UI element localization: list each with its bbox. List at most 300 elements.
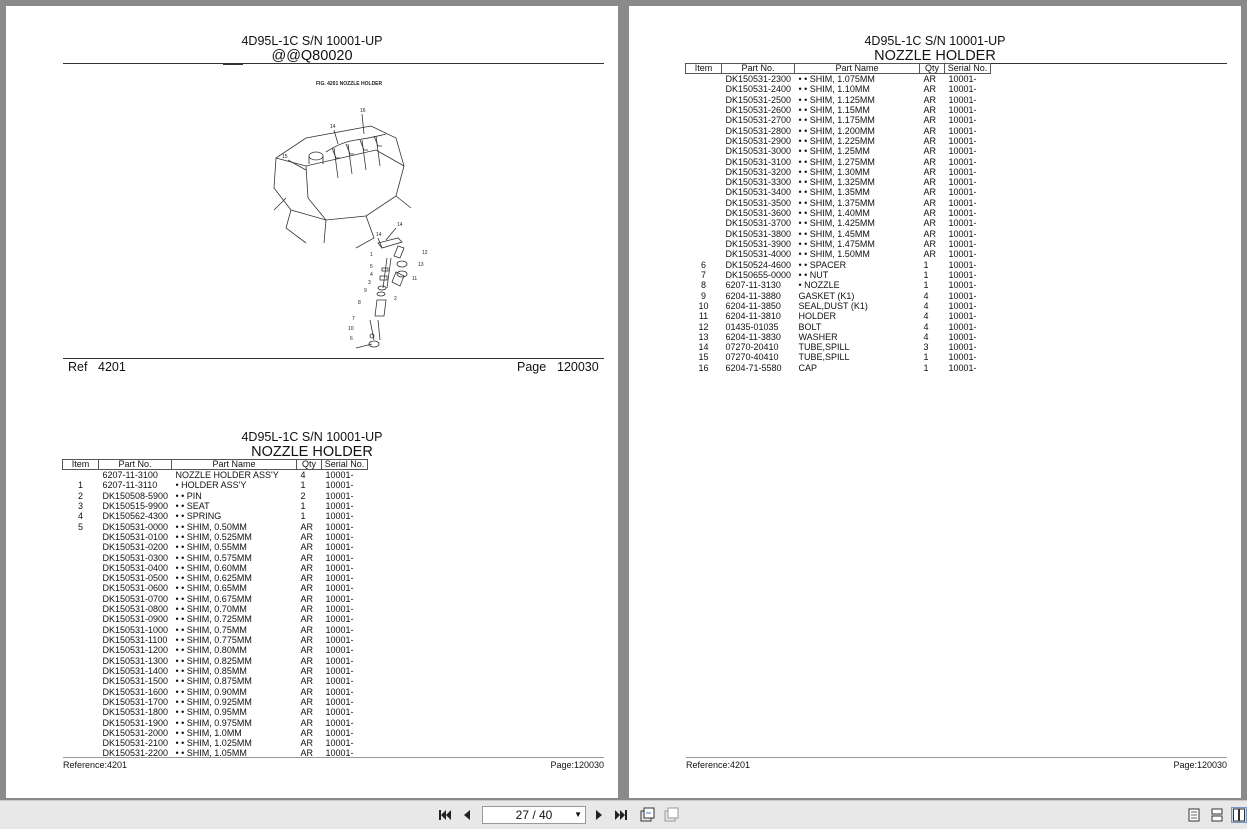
qty-cell: 1: [923, 280, 929, 291]
qty-cell: AR: [923, 115, 937, 126]
page-title: 4D95L-1C S/N 10001-UP: [241, 34, 383, 48]
callout-label: 5: [370, 264, 373, 270]
item-cell: [686, 146, 722, 156]
item-cell: 2: [77, 490, 83, 501]
table-row: [63, 666, 368, 676]
column-header: Serial No.: [945, 64, 991, 74]
table-row: [686, 311, 991, 321]
item-cell: 15: [698, 352, 709, 363]
part-name-cell: • NOZZLE: [798, 280, 840, 291]
part-name-cell: • • SHIM, 1.50MM: [798, 249, 870, 260]
table-row: [63, 635, 368, 645]
qty-cell: 4: [923, 311, 929, 322]
column-header: Serial No.: [322, 460, 368, 470]
qty-cell: AR: [923, 249, 937, 260]
table-row: [686, 126, 991, 136]
column-header: Item: [686, 64, 722, 74]
callout-label: 14: [397, 222, 403, 228]
table-row: [686, 146, 991, 156]
footer-page: Page:120030: [550, 760, 604, 770]
part-name-cell: • • SHIM, 0.825MM: [175, 655, 252, 666]
qty-cell: 4: [300, 470, 306, 480]
table-row: [63, 542, 368, 552]
parts-table: [62, 459, 368, 759]
table-row: [686, 363, 991, 373]
item-cell: [686, 198, 722, 208]
part-number-cell: DK150531-4000: [725, 249, 792, 260]
table-row: [63, 480, 368, 490]
table-row: [63, 573, 368, 583]
part-name-cell: • • SHIM, 0.95MM: [175, 707, 247, 718]
serial-cell: 10001-: [948, 249, 977, 260]
part-number-cell: DK150531-1800: [102, 707, 169, 718]
qty-cell: AR: [300, 696, 314, 707]
document-code: @@Q80020: [271, 48, 353, 64]
part-name-cell: • • SPRING: [175, 511, 222, 522]
item-cell: [686, 115, 722, 125]
item-cell: [686, 74, 722, 85]
part-name-cell: • • SEAT: [175, 500, 210, 511]
part-number-cell: DK150531-0300: [102, 552, 169, 563]
qty-cell: AR: [300, 552, 314, 563]
item-cell: [63, 697, 99, 707]
prev-page-icon[interactable]: [459, 807, 475, 823]
part-number-cell: 6204-11-3880: [725, 290, 781, 301]
serial-cell: 10001-: [325, 604, 354, 615]
callout-label: 9: [364, 288, 367, 294]
fit-page-icon[interactable]: [639, 807, 655, 823]
table-row: [63, 697, 368, 707]
serial-cell: 10001-: [948, 135, 977, 146]
qty-cell: AR: [923, 84, 937, 95]
table-row: [686, 95, 991, 105]
part-name-cell: • • SHIM, 1.25MM: [798, 146, 870, 157]
footer-page: Page:120030: [1173, 760, 1227, 770]
serial-cell: 10001-: [948, 280, 977, 291]
qty-cell: AR: [923, 187, 937, 198]
part-number-cell: DK150531-2800: [725, 125, 792, 136]
part-name-cell: • • SHIM, 1.175MM: [798, 115, 875, 126]
table-row: [63, 583, 368, 593]
serial-cell: 10001-: [325, 645, 354, 656]
part-name-cell: • • SHIM, 1.30MM: [798, 166, 870, 177]
qty-cell: 3: [923, 342, 929, 353]
part-number-cell: 07270-20410: [725, 342, 779, 353]
qty-cell: 4: [923, 290, 929, 301]
serial-cell: 10001-: [948, 321, 977, 332]
item-cell: 16: [698, 362, 709, 373]
serial-cell: 10001-: [325, 686, 354, 697]
table-row: [63, 676, 368, 686]
part-number-cell: DK150531-1000: [102, 624, 169, 635]
part-number-cell: DK150531-0600: [102, 583, 169, 594]
part-name-cell: • • SHIM, 0.70MM: [175, 604, 247, 615]
part-number-cell: DK150531-2900: [725, 135, 792, 146]
serial-cell: 10001-: [948, 197, 977, 208]
part-number-cell: DK150531-3400: [725, 187, 792, 198]
item-cell: [63, 594, 99, 604]
right-page: [629, 6, 1241, 798]
part-name-cell: • • SHIM, 1.225MM: [798, 135, 875, 146]
part-name-cell: • • SHIM, 1.275MM: [798, 156, 875, 167]
column-header: Part No.: [722, 64, 795, 74]
table-row: [686, 115, 991, 125]
table-row: [63, 728, 368, 738]
part-name-cell: • • SHIM, 0.50MM: [175, 521, 247, 532]
qty-cell: AR: [923, 228, 937, 239]
part-number-cell: DK150531-3200: [725, 166, 792, 177]
serial-cell: 10001-: [325, 655, 354, 666]
part-name-cell: • • SHIM, 1.425MM: [798, 218, 875, 229]
part-name-cell: • • SHIM, 0.775MM: [175, 635, 252, 645]
qty-cell: AR: [300, 624, 314, 635]
part-number-cell: DK150531-0400: [102, 562, 169, 573]
qty-cell: AR: [300, 583, 314, 594]
serial-cell: 10001-: [948, 342, 977, 353]
part-number-cell: DK150562-4300: [102, 511, 169, 522]
page-number-input[interactable]: [482, 806, 586, 824]
footer-rule: [63, 757, 604, 758]
part-name-cell: • • SHIM, 0.875MM: [175, 676, 252, 687]
serial-cell: 10001-: [325, 696, 354, 707]
part-name-cell: • • SHIM, 0.80MM: [175, 645, 247, 656]
table-row: [686, 301, 991, 311]
item-cell: [686, 84, 722, 94]
serial-cell: 10001-: [948, 177, 977, 188]
qty-cell: AR: [923, 125, 937, 136]
serial-cell: 10001-: [325, 521, 354, 532]
item-cell: [63, 738, 99, 748]
item-cell: 5: [77, 521, 83, 532]
item-cell: 14: [698, 342, 709, 353]
part-name-cell: • • SHIM, 0.65MM: [175, 583, 247, 594]
qty-cell: AR: [300, 686, 314, 697]
serial-cell: 10001-: [325, 665, 354, 676]
item-cell: [63, 707, 99, 717]
serial-cell: 10001-: [325, 738, 354, 749]
item-cell: 11: [698, 311, 709, 322]
part-name-cell: • • SHIM, 0.575MM: [175, 552, 252, 563]
qty-cell: AR: [923, 208, 937, 219]
chevron-down-icon[interactable]: ▼: [574, 810, 582, 819]
item-cell: [63, 625, 99, 635]
table-subtitle: NOZZLE HOLDER: [874, 48, 996, 64]
part-number-cell: DK150531-3900: [725, 239, 792, 249]
part-name-cell: HOLDER: [798, 311, 837, 322]
part-number-cell: DK150531-2500: [725, 94, 792, 105]
table-row: [63, 656, 368, 666]
table-row: [686, 84, 991, 94]
part-number-cell: 6207-11-3100: [102, 470, 158, 480]
table-row: [686, 105, 991, 115]
item-cell: 7: [700, 269, 706, 280]
part-number-cell: DK150531-1400: [102, 665, 169, 676]
serial-cell: 10001-: [325, 542, 354, 553]
table-row: [686, 260, 991, 270]
serial-cell: 10001-: [325, 470, 354, 480]
qty-cell: AR: [300, 717, 314, 728]
footer-reference: Reference:4201: [686, 760, 751, 770]
item-cell: [686, 249, 722, 259]
table-row: [63, 738, 368, 748]
table-row: [686, 239, 991, 249]
part-number-cell: DK150531-2600: [725, 104, 792, 115]
table-row: [686, 322, 991, 332]
table-row: [686, 280, 991, 290]
part-name-cell: GASKET (K1): [798, 290, 855, 301]
qty-cell: AR: [923, 218, 937, 229]
qty-cell: AR: [300, 614, 314, 625]
part-name-cell: • • SPACER: [798, 259, 847, 270]
part-number-cell: DK150531-2200: [102, 748, 169, 759]
part-name-cell: • • SHIM, 1.15MM: [798, 104, 870, 115]
part-name-cell: • • SHIM, 0.725MM: [175, 614, 252, 625]
part-number-cell: DK150531-1500: [102, 676, 169, 687]
part-name-cell: • • SHIM, 1.40MM: [798, 208, 870, 219]
item-cell: [686, 177, 722, 187]
part-name-cell: TUBE,SPILL: [798, 342, 850, 353]
table-row: [686, 74, 991, 85]
next-page-icon[interactable]: [591, 807, 607, 823]
serial-cell: 10001-: [325, 500, 354, 511]
item-cell: 8: [700, 280, 706, 291]
item-cell: [63, 666, 99, 676]
serial-cell: 10001-: [948, 115, 977, 126]
part-name-cell: • • SHIM, 0.625MM: [175, 573, 252, 584]
table-row: [63, 511, 368, 521]
item-cell: [63, 728, 99, 738]
part-number-cell: DK150531-3800: [725, 228, 792, 239]
qty-cell: AR: [923, 156, 937, 167]
callout-label: 8: [358, 300, 361, 306]
table-row: [63, 625, 368, 635]
part-number-cell: DK150531-2100: [102, 738, 169, 749]
serial-cell: 10001-: [325, 717, 354, 728]
part-number-cell: DK150531-1100: [102, 635, 168, 645]
callout-label: 16: [360, 108, 366, 114]
page-value: 120030: [557, 360, 599, 374]
part-number-cell: DK150515-9900: [102, 500, 169, 511]
qty-cell: AR: [300, 707, 314, 718]
callout-label: 2: [394, 296, 397, 302]
serial-cell: 10001-: [325, 624, 354, 635]
item-cell: [686, 126, 722, 136]
part-number-cell: DK150531-2300: [725, 74, 792, 84]
continuous-page-icon[interactable]: [1209, 807, 1225, 823]
item-cell: 3: [77, 500, 83, 511]
table-row: [686, 229, 991, 239]
table-row: [686, 177, 991, 187]
item-cell: [686, 208, 722, 218]
serial-cell: 10001-: [325, 748, 354, 759]
callout-label: 12: [422, 250, 428, 256]
part-number-cell: DK150531-1200: [102, 645, 169, 656]
item-cell: 1: [77, 480, 83, 491]
serial-cell: 10001-: [948, 352, 977, 363]
part-number-cell: DK150531-0200: [102, 542, 169, 553]
callout-label: 4: [370, 272, 373, 278]
part-name-cell: • • NUT: [798, 269, 829, 280]
part-number-cell: DK150531-3000: [725, 146, 792, 157]
column-header: Qty: [297, 460, 322, 470]
serial-cell: 10001-: [325, 727, 354, 738]
nozzle-holder-figure: [246, 78, 446, 363]
table-row: [686, 249, 991, 259]
serial-cell: 10001-: [325, 490, 354, 501]
table-row: [63, 687, 368, 697]
single-page-icon[interactable]: [1186, 807, 1202, 823]
table-row: [63, 718, 368, 728]
table-row: [63, 563, 368, 573]
part-name-cell: • • SHIM, 0.85MM: [175, 665, 247, 676]
part-name-cell: • • SHIM, 1.45MM: [798, 228, 870, 239]
qty-cell: AR: [300, 655, 314, 666]
last-page-icon[interactable]: [613, 807, 629, 823]
serial-cell: 10001-: [948, 311, 977, 322]
part-number-cell: DK150531-3300: [725, 177, 792, 188]
callout-label: 6: [350, 336, 353, 342]
serial-cell: 10001-: [325, 676, 354, 687]
qty-cell: AR: [923, 74, 937, 84]
serial-cell: 10001-: [948, 94, 977, 105]
serial-cell: 10001-: [948, 208, 977, 219]
table-row: [686, 270, 991, 280]
serial-cell: 10001-: [325, 635, 354, 645]
qty-cell: AR: [300, 748, 314, 759]
part-name-cell: • • SHIM, 1.10MM: [798, 84, 870, 95]
part-number-cell: DK150655-0000: [725, 269, 792, 280]
item-cell: [63, 687, 99, 697]
table-row: [686, 208, 991, 218]
qty-cell: 4: [923, 331, 929, 342]
qty-cell: AR: [300, 645, 314, 656]
table-row: [63, 532, 368, 542]
qty-cell: AR: [300, 531, 314, 542]
part-name-cell: • • SHIM, 1.325MM: [798, 177, 875, 188]
first-page-icon[interactable]: [437, 807, 453, 823]
qty-cell: AR: [300, 635, 314, 645]
table-row: [686, 136, 991, 146]
part-name-cell: NOZZLE HOLDER ASS'Y: [175, 470, 279, 480]
qty-cell: AR: [923, 239, 937, 249]
item-cell: [686, 239, 722, 249]
part-name-cell: TUBE,SPILL: [798, 352, 850, 363]
part-number-cell: DK150531-0000: [102, 521, 169, 532]
serial-cell: 10001-: [948, 74, 977, 84]
part-number-cell: DK150531-1700: [102, 696, 169, 707]
serial-cell: 10001-: [325, 583, 354, 594]
serial-cell: 10001-: [325, 562, 354, 573]
serial-cell: 10001-: [948, 239, 977, 249]
part-number-cell: DK150524-4600: [725, 259, 792, 270]
qty-cell: 1: [300, 500, 306, 511]
item-cell: [63, 676, 99, 686]
qty-cell: AR: [923, 94, 937, 105]
callout-label: 14: [376, 232, 382, 238]
table-row: [63, 470, 368, 481]
part-name-cell: • • SHIM, 0.90MM: [175, 686, 247, 697]
part-number-cell: DK150531-3500: [725, 197, 792, 208]
qty-cell: 1: [300, 480, 306, 491]
part-number-cell: DK150531-2700: [725, 115, 792, 126]
table-row: [63, 604, 368, 614]
part-number-cell: DK150531-0100: [102, 531, 169, 542]
qty-cell: AR: [300, 665, 314, 676]
part-number-cell: 6204-11-3810: [725, 311, 781, 322]
part-number-cell: 07270-40410: [725, 352, 779, 363]
column-header: Qty: [920, 64, 945, 74]
part-number-cell: 6207-11-3110: [102, 480, 158, 491]
table-row: [686, 291, 991, 301]
two-page-icon[interactable]: [1231, 807, 1247, 823]
part-name-cell: • • SHIM, 1.475MM: [798, 239, 875, 249]
part-number-cell: DK150531-1300: [102, 655, 169, 666]
part-number-cell: DK150531-0500: [102, 573, 169, 584]
item-cell: [63, 470, 99, 481]
part-number-cell: DK150531-1900: [102, 717, 169, 728]
table-subtitle: NOZZLE HOLDER: [251, 444, 373, 460]
qty-cell: AR: [300, 727, 314, 738]
table-row: [686, 198, 991, 208]
serial-cell: 10001-: [948, 104, 977, 115]
item-cell: [686, 157, 722, 167]
column-header: Item: [63, 460, 99, 470]
serial-cell: 10001-: [948, 156, 977, 167]
serial-cell: 10001-: [325, 511, 354, 522]
fit-width-icon[interactable]: [663, 807, 679, 823]
item-cell: [63, 635, 99, 645]
qty-cell: 1: [923, 269, 929, 280]
qty-cell: 1: [923, 362, 929, 373]
part-name-cell: • • SHIM, 0.55MM: [175, 542, 247, 553]
part-number-cell: DK150531-3100: [725, 156, 792, 167]
qty-cell: AR: [923, 104, 937, 115]
serial-cell: 10001-: [948, 84, 977, 95]
parts-table: [685, 63, 991, 373]
item-cell: 10: [698, 300, 709, 311]
table-row: [63, 594, 368, 604]
item-cell: [686, 95, 722, 105]
part-name-cell: • • SHIM, 1.200MM: [798, 125, 875, 136]
part-name-cell: • • SHIM, 0.75MM: [175, 624, 247, 635]
item-cell: 6: [700, 259, 706, 270]
part-number-cell: DK150531-0800: [102, 604, 169, 615]
part-name-cell: • • SHIM, 1.375MM: [798, 197, 875, 208]
serial-cell: 10001-: [325, 707, 354, 718]
serial-cell: 10001-: [948, 187, 977, 198]
part-number-cell: DK150531-3700: [725, 218, 792, 229]
item-cell: [63, 553, 99, 563]
item-cell: [63, 718, 99, 728]
qty-cell: AR: [300, 593, 314, 604]
part-number-cell: DK150508-5900: [102, 490, 169, 501]
part-number-cell: DK150531-2400: [725, 84, 792, 95]
table-row: [63, 553, 368, 563]
qty-cell: AR: [923, 146, 937, 157]
part-name-cell: WASHER: [798, 331, 838, 342]
serial-cell: 10001-: [948, 228, 977, 239]
serial-cell: 10001-: [325, 552, 354, 563]
table-row: [63, 501, 368, 511]
qty-cell: AR: [923, 197, 937, 208]
qty-cell: 4: [923, 321, 929, 332]
part-name-cell: • • SHIM, 0.975MM: [175, 717, 252, 728]
qty-cell: AR: [300, 542, 314, 553]
page-indicator: 27 / 40: [515, 808, 553, 822]
qty-cell: AR: [300, 676, 314, 687]
serial-cell: 10001-: [948, 331, 977, 342]
part-number-cell: 01435-01035: [725, 321, 779, 332]
